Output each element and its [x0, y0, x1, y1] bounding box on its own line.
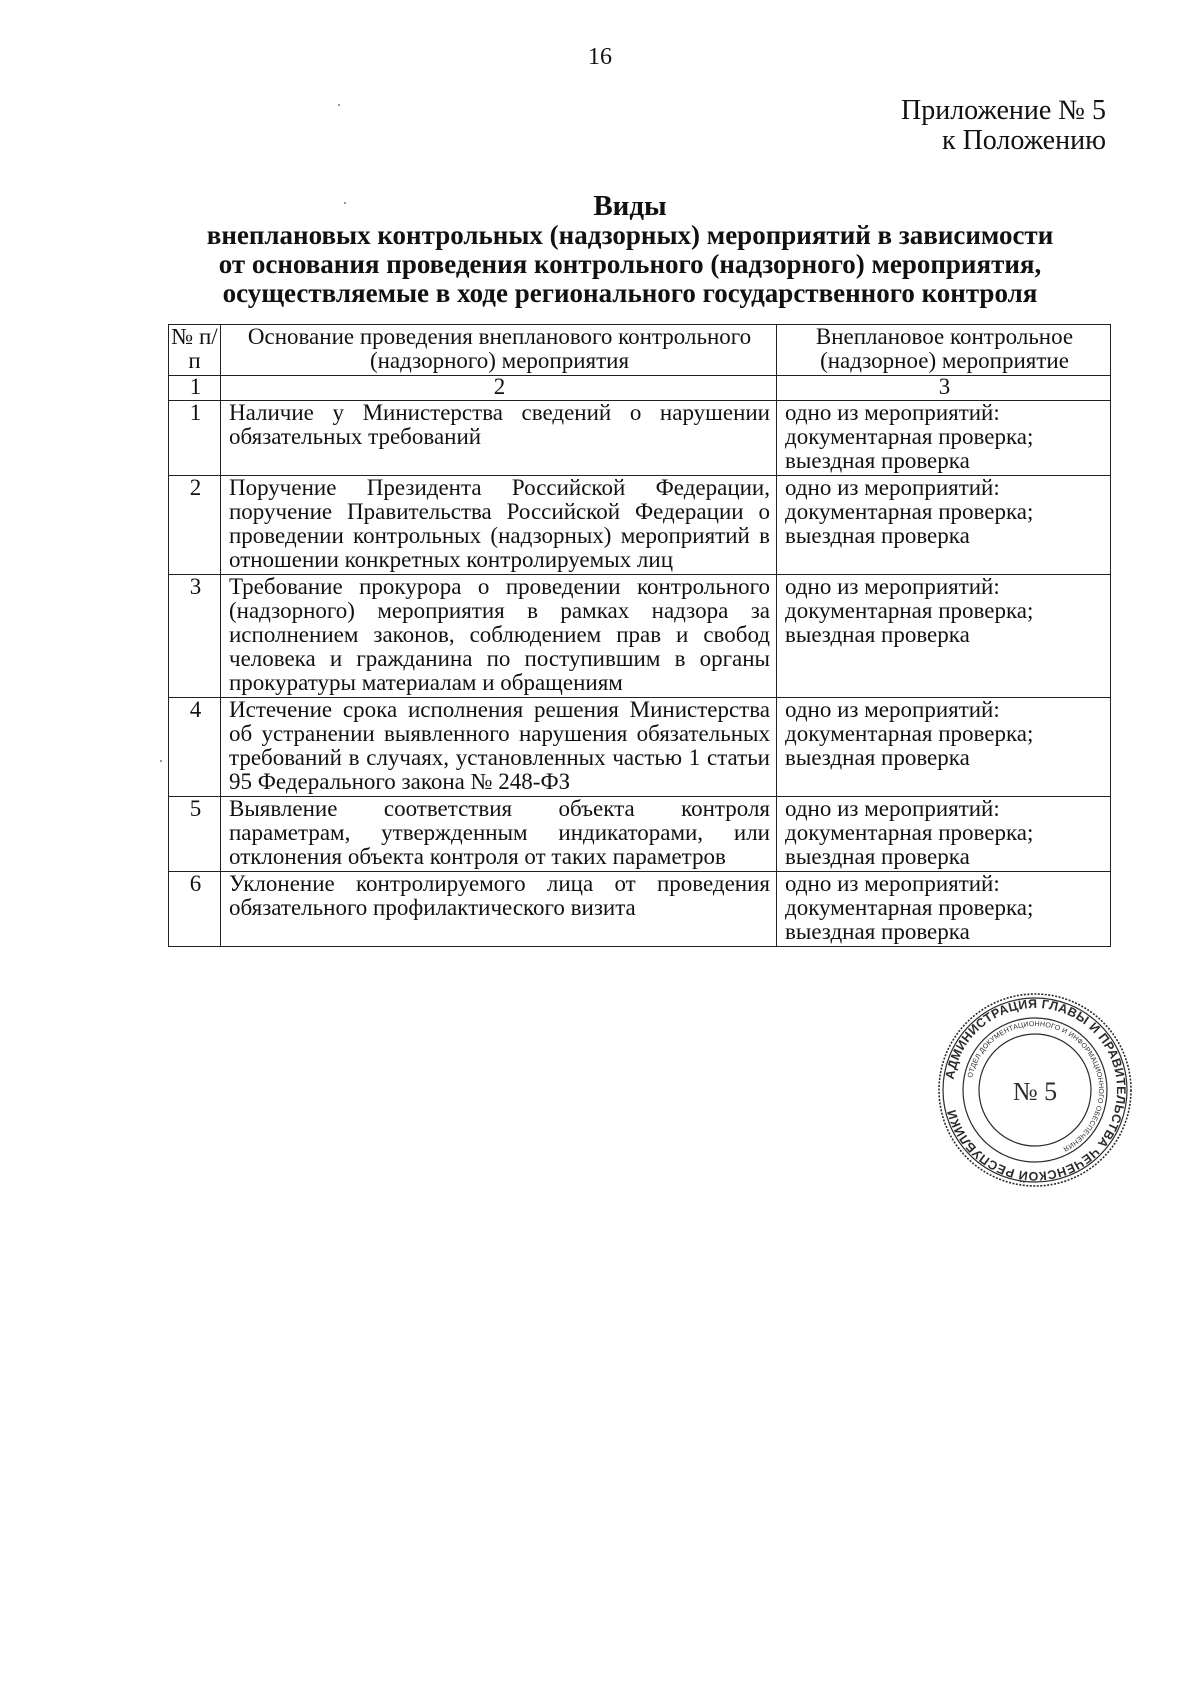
row-num: 3 — [169, 575, 221, 698]
event-line: документарная проверка; — [785, 499, 1034, 524]
page-number: 16 — [588, 44, 612, 70]
stamp-outer-text: АДМИНИСТРАЦИЯ ГЛАВЫ И ПРАВИТЕЛЬСТВА ЧЕЧЕНСКОЙ РЕСПУБЛИКИ — [942, 996, 1129, 1184]
row-event — [777, 575, 1111, 698]
title-line-2: от основания проведения контрольного (надзорного) мероприятия, — [218, 249, 1042, 279]
scan-speck — [160, 760, 162, 762]
table-header-row — [169, 325, 1111, 376]
header-basis: Основание проведения внепланового контрольного (надзорного) мероприятия — [221, 325, 777, 376]
table-index-row — [169, 376, 1111, 401]
event-line: одно из мероприятий: — [785, 796, 1000, 821]
event-line: выездная проверка — [785, 844, 970, 869]
row-num: 6 — [169, 872, 221, 947]
table-row — [169, 698, 1111, 797]
header-event: Внеплановое контрольное (надзорное) мероприятие — [777, 325, 1111, 376]
row-num: 4 — [169, 698, 221, 797]
row-num: 5 — [169, 797, 221, 872]
table-row — [169, 872, 1111, 947]
title-line-1: внеплановых контрольных (надзорных) мероприятий в зависимости — [206, 220, 1054, 250]
row-basis: Истечение срока исполнения решения Министерства об устранении выявленного нарушения обязательных требований в случаях, установленных частью 1 статьи 95 Федерального закона № 248-ФЗ — [221, 698, 777, 797]
row-event — [777, 401, 1111, 476]
table-row — [169, 401, 1111, 476]
row-event — [777, 797, 1111, 872]
scan-speck — [344, 202, 346, 204]
stamp-seal-icon — [935, 990, 1135, 1190]
inspection-types-table — [168, 324, 1111, 947]
event-line: выездная проверка — [785, 448, 970, 473]
table-row — [169, 797, 1111, 872]
event-line: выездная проверка — [785, 919, 970, 944]
row-event — [777, 698, 1111, 797]
stamp-number: № 5 — [1012, 1077, 1058, 1106]
table-row — [169, 575, 1111, 698]
row-basis: Наличие у Министерства сведений о нарушении обязательных требований — [221, 401, 777, 476]
event-line: документарная проверка; — [785, 424, 1034, 449]
row-basis: Уклонение контролируемого лица от проведения обязательного профилактического визита — [221, 872, 777, 947]
row-event — [777, 476, 1111, 575]
title-main: Виды — [593, 190, 667, 222]
table-row — [169, 476, 1111, 575]
event-line: выездная проверка — [785, 523, 970, 548]
event-line: одно из мероприятий: — [785, 400, 1000, 425]
event-line: одно из мероприятий: — [785, 697, 1000, 722]
event-line: одно из мероприятий: — [785, 475, 1000, 500]
appendix-line-1: Приложение № 5 — [901, 95, 1106, 126]
row-basis: Поручение Президента Российской Федерации, поручение Правительства Российской Федерации о проведении контрольных (надзорных) мероприятий в отношении конкретных контролируемых лиц — [221, 476, 777, 575]
event-line: одно из мероприятий: — [785, 574, 1000, 599]
event-line: одно из мероприятий: — [785, 871, 1000, 896]
event-line: выездная проверка — [785, 745, 970, 770]
appendix-reference — [901, 96, 1106, 156]
index-cell: 1 — [169, 376, 221, 401]
official-stamp — [935, 990, 1135, 1190]
event-line: документарная проверка; — [785, 820, 1034, 845]
title-line-3: осуществляемые в ходе регионального государственного контроля — [222, 278, 1038, 308]
stamp-inner-text: ОТДЕЛ ДОКУМЕНТАЦИОННОГО И ИНФОРМАЦИОННОГО ОБЕСПЕЧЕНИЯ — [967, 1020, 1105, 1153]
header-num: № п/п — [169, 325, 221, 376]
document-title — [150, 192, 1110, 308]
row-basis: Требование прокурора о проведении контрольного (надзорного) мероприятия в рамках надзора за исполнением законов, соблюдением прав и свобод человека и гражданина по поступившим в органы прокуратуры материалам и обращениям — [221, 575, 777, 698]
event-line: документарная проверка; — [785, 721, 1034, 746]
row-basis: Выявление соответствия объекта контроля параметрам, утвержденным индикаторами, или отклонения объекта контроля от таких параметров — [221, 797, 777, 872]
event-line: документарная проверка; — [785, 895, 1034, 920]
row-num: 2 — [169, 476, 221, 575]
event-line: документарная проверка; — [785, 598, 1034, 623]
row-event — [777, 872, 1111, 947]
scan-speck — [338, 104, 340, 106]
index-cell: 2 — [221, 376, 777, 401]
index-cell: 3 — [777, 376, 1111, 401]
event-line: выездная проверка — [785, 622, 970, 647]
appendix-line-2: к Положению — [941, 125, 1106, 156]
row-num: 1 — [169, 401, 221, 476]
